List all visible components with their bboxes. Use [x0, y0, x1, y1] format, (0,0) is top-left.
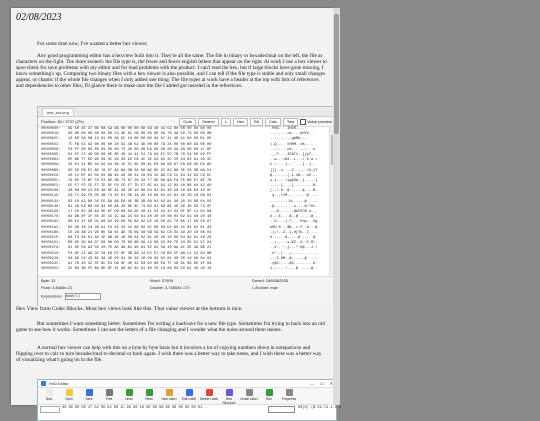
hex-row-bytes[interactable]: 64 9B 0F 1F 45 2E 15 1C 9A 24 02 81 40 20 10 08 04 02 81 40 20 10 — [68, 215, 212, 220]
hex-row-ascii[interactable]: ._.F....IDATx..]{pT.. — [270, 152, 316, 157]
hex-row-ascii[interactable]: .);!..Z..{.H[Yb..I ... — [270, 230, 318, 235]
value-preview-toggle[interactable] — [300, 118, 332, 126]
hex-row-bytes[interactable]: 28 0A 08 21 E0 38 0E 81 40 20 10 08 04 02 81 40 20 10 08 04 42 0C — [68, 189, 212, 194]
hex-row-address: 000000F2: — [41, 184, 61, 189]
calc-button[interactable]: Calc — [265, 118, 281, 126]
hxd-address-field[interactable] — [40, 406, 60, 413]
hex-row-address: 00000042: — [41, 142, 61, 147]
float-value: Float: 3.8484e-21 — [41, 285, 73, 290]
hex-row-address: 0000014A: — [41, 204, 61, 209]
hex-row-ascii[interactable]: ..X.. ~.j...^.H@...J.! — [270, 246, 318, 251]
hex-row-ascii[interactable]: C.!....j...`...[..j.. — [270, 163, 316, 168]
hex-row-address: 0000023C: — [41, 261, 61, 266]
ribbon-icon — [106, 389, 113, 396]
hex-row-ascii[interactable]: .y@2.....@2.........O. — [270, 261, 318, 266]
hex-row-address: 000001FA: — [41, 246, 61, 251]
blog-page — [11, 8, 342, 410]
ribbon-icon — [86, 389, 93, 396]
hex-row-ascii[interactable]: @.......(.1.cB...d2... — [270, 173, 318, 178]
hex-row-bytes[interactable]: 3A 9D C0 49 B1 38 4D 03 81 40 20 10 08 04 02 81 40 20 10 08 04 02 — [68, 256, 212, 261]
hex-row-ascii[interactable]: y.s....;sg&3w..j.....{ — [270, 178, 318, 183]
ribbon-button[interactable] — [220, 388, 238, 404]
hex-row-address: 000000C6: — [41, 173, 61, 178]
hex-row-bytes[interactable]: 00 E4 47 90 D1 D6 84 29 D0 5E 82 82 D5 10 50 64 70 B5 17 E8 58 67 — [68, 220, 212, 225]
hex-row-bytes[interactable]: 17 2D 9C 38 A3 0E 87 D9 8A 82 2E 40 41 54 43 43 42 0F 6F 11 04 88 — [68, 210, 212, 214]
hex-row-bytes[interactable]: 92 5F C5 46 00 00 0E 8E 49 44 41 54 78 DA EC 5D 7B 70 54 D5 99 FF — [68, 152, 212, 157]
hex-row-address: 000000B0: — [41, 168, 61, 173]
hex-row-bytes[interactable]: CE 29 3B 21 95 B5 5A 01 AD 7B 09 48 5B 59 62 C8 D4 49 20 10 08 04 — [68, 230, 212, 235]
ribbon-label: New — [45, 397, 53, 401]
hex-row-ascii[interactable]: ........u0...`..:...o — [270, 147, 316, 152]
ribbon-icon — [266, 389, 273, 396]
hex-row-ascii[interactable]: :..I.8M..@ .....@ .... — [270, 256, 318, 261]
hex-row-bytes[interactable]: 13 00 00 0B 13 01 00 9A 9C 18 00 00 00 04 67 41 4D 41 00 00 B1 8E — [68, 137, 212, 142]
paragraph-intro: For some time now, I've wanted a better hex viewer. — [37, 41, 148, 47]
paragraph-hexview-explainer: Any good programming editor has a hexview built into it. They're all the same. The file in binary or hexadecimal on the left, the file as characters on the right. The more esoteric the file type is, the fewer and fewer english letters that appear on the right. At work I use a hex viewer to spot-check for save problems with my editor and for load problems with the product. I can't read the hex, but if large blocks have gone missing, I know something's up. Comparing two binary files with a hex viewer is also possible, and I can tell if the file type is stable and only small changes appear, or chaotic if the whole file changes when I only added one thing. The file types at work have a header at the top with lists of references and dependencies to other files; I'll glance there to make sure the file I added got inserted in the references. — [16, 53, 327, 89]
ribbon-button[interactable] — [240, 388, 258, 404]
hex-row-address: 000001B8: — [41, 230, 61, 235]
ribbon-button[interactable] — [260, 388, 278, 404]
hex-row-address: 000000DC: — [41, 178, 61, 183]
hxd-ribbon — [38, 388, 338, 405]
hex-row-ascii[interactable]: .PNG....IHDR.... — [270, 127, 305, 131]
hex-row-ascii[interactable]: ..=.....v.KZ..3.~C.R\. — [270, 241, 318, 246]
hxd-window-title: HxD-Editor — [49, 381, 69, 386]
hex-row-ascii[interactable]: 1.;....!....@ .....@ . — [270, 267, 318, 272]
hex-row-address: 0000018C: — [41, 220, 61, 225]
hexview-toolbar-buttons — [179, 118, 332, 126]
hex-row-address: 00000210: — [41, 251, 61, 256]
hex-row-address: 00000252: — [41, 267, 61, 272]
ribbon-button[interactable] — [140, 388, 158, 404]
ribbon-button[interactable] — [120, 388, 138, 404]
ribbon-label: Install Label — [240, 397, 258, 401]
ribbon-button[interactable] — [280, 388, 298, 404]
ribbon-icon — [286, 389, 293, 396]
goto-button[interactable]: Goto — [179, 118, 196, 126]
hex-row-address: 000001CE: — [41, 235, 61, 240]
paragraph-normal-hexviewer: A normal hex viewer can help with this on a byte by byte basis but it involves a lot of copying numbers down in notepad.exe and flipping over to calc to turn hexadecimal to decimal or back again. I wish there was a better way to take notes, and I wish there was a better way of visualizing what's going on in the file. — [16, 345, 322, 363]
hex-row-bytes[interactable]: 81 40 E8 B8 09 84 00 8A 20 8E 8C 73 B2 91 09 8E 4E DD 2B 56 74 0F — [68, 204, 212, 209]
ribbon-icon — [66, 389, 73, 396]
ribbon-label: Save — [85, 397, 93, 401]
hex-row-ascii[interactable]: .........N;.....@ .... — [270, 199, 318, 204]
hex-row-bytes[interactable]: 40 11 DF 82 04 02 89 84 28 09 31 C8 63 42 98 C9 CC 64 32 93 C9 DC — [68, 173, 212, 178]
hxd-ascii-box[interactable] — [268, 406, 295, 413]
close-icon[interactable]: ✕ — [329, 381, 333, 386]
ribbon-button[interactable] — [100, 388, 118, 404]
hxd-hex-line[interactable]: 00 00 00 00 47 54 00 04 00 1C 00 00 18 00 00 0A 00 00 00 05 00 01 .. — [62, 406, 209, 410]
hex-row-ascii[interactable]: q...+tM... .....@ ... — [270, 194, 318, 199]
hex-row-bytes[interactable]: A1 79 40 32 0F 9C E4 DA 9F 40 32 93 95 80 E8 7F 18 91 98 9E 4F 0A — [68, 261, 212, 266]
ribbon-icon — [166, 389, 173, 396]
ribbon-button[interactable] — [160, 388, 178, 404]
ribbon-label: Delete Label — [200, 397, 218, 401]
hex-row-bytes[interactable]: 7C FB 51 93 00 00 00 20 63 48 52 4D 00 00 7A 25 00 00 80 83 00 00 — [68, 142, 212, 147]
hexview-screenshot — [37, 106, 337, 306]
ribbon-button[interactable] — [40, 388, 58, 404]
hex-row-address: 00000000: — [41, 127, 61, 131]
hex-row-ascii[interactable]: .-.8.......@ATCCB.o... — [270, 210, 318, 214]
image-caption: Hex View from Code::Blocks. Most hex views look like this. That value viewer at the bottom is nice. — [16, 306, 243, 312]
hex-row-address: 0000006E: — [41, 152, 61, 157]
post-date: 02/08/2023 — [16, 12, 62, 23]
ribbon-icon — [186, 389, 193, 396]
ribbon-label: Run — [266, 397, 272, 401]
ribbon-label: Properties — [281, 397, 297, 401]
ribbon-button[interactable] — [60, 388, 78, 404]
hex-row-ascii[interactable]: .....}....}.........B. — [270, 184, 318, 189]
hex-row-address: 00000108: — [41, 189, 61, 194]
hex-row-ascii[interactable]: ]][..v....Z...,..>X;jT — [270, 168, 318, 173]
ribbon-icon — [206, 389, 213, 396]
ribbon-icon — [146, 389, 153, 396]
window-controls — [310, 380, 333, 387]
expression-input[interactable]: byte( 0 ) — [65, 293, 101, 300]
page-scrollbar[interactable] — [333, 8, 340, 405]
byte-value: Byte: 11 — [41, 278, 56, 283]
hxd-side-text: 00(0) (B.S2.T4.1.S.0 — [298, 406, 342, 410]
hex-row-address: 00000226: — [41, 256, 61, 261]
word-value: Word: 27909 — [150, 278, 173, 283]
ribbon-label: Edit Label — [181, 397, 197, 401]
ribbon-label: Undo — [125, 397, 133, 401]
hex-row-ascii[interactable]: b0H.0...$B..<.P..A...@ — [270, 225, 318, 230]
hxd-hex-area[interactable] — [40, 406, 342, 416]
hex-row-ascii[interactable]: d...E....$..@ .....@ . — [270, 215, 318, 220]
hex-row-ascii[interactable]: .o"..(...;......_..... — [270, 251, 318, 256]
hex-mode-button[interactable]: Hex — [233, 118, 248, 126]
ribbon-icon — [246, 389, 253, 396]
hex-row-address: 0000002C: — [41, 137, 61, 142]
hex-row-bytes[interactable]: FA 6F 22 A9 DC 28 E9 E2 0F 3B 9A 13 E5 D7 C8 B0 5F 88 C1 C3 84 8B — [68, 251, 212, 256]
hex-row-ascii[interactable]: ..........gAMA.... — [270, 137, 309, 142]
hex-row-ascii[interactable]: ..G....).^....Pdp...Xg — [270, 220, 318, 225]
ribbon-label: New Label — [161, 397, 177, 401]
hex-row-ascii[interactable]: |.Q.... cHRM..z%.... — [270, 142, 314, 147]
ribbon-button[interactable] — [80, 388, 98, 404]
maximize-icon[interactable]: ☐ — [320, 381, 324, 386]
hex-row-bytes[interactable]: 31 B3 3B F5 A0 BD 9F 21 A0 82 02 81 40 20 10 08 04 02 81 40 20 10 — [68, 267, 212, 272]
hex-row-bytes[interactable]: 5D 5D 5B EC AE 76 D7 A5 8A DB 5A D6 AE B5 2C 82 B6 3E 58 3B 6A 54 — [68, 168, 212, 173]
checkbox-icon — [300, 119, 306, 125]
test-button[interactable]: Test — [283, 118, 298, 126]
hex-row-ascii[interactable]: h......N.....@ .....@ — [270, 235, 318, 240]
value-preview-label: Value preview — [307, 119, 332, 124]
expression-label: Expression: — [41, 293, 62, 299]
hex-row-bytes[interactable]: DB 0E 3D 9A D7 90 08 D9 76 88 4B 5A 13 0A 33 09 7E 43 95 52 5C 04 — [68, 241, 212, 246]
dword-value: Dword: 1665362933 — [252, 278, 289, 283]
ribbon-label: Open — [65, 397, 73, 401]
ribbon-label: New Structure — [222, 397, 236, 405]
hex-row-ascii[interactable]: (..!.8..@ .....@ ...B. — [270, 189, 318, 194]
hex-row-address: 0000009A: — [41, 163, 61, 168]
ribbon-icon — [226, 389, 233, 396]
hex-row-address: 00000084: — [41, 158, 61, 163]
ribbon-label: Print — [105, 397, 113, 401]
endian-value: L-Endian: max — [252, 285, 278, 290]
hexview-tabbar — [38, 107, 336, 117]
hex-row-address: 00000160: — [41, 210, 61, 214]
hex-row-address: 00000134: — [41, 199, 61, 204]
hex-row-address: 0000011E: — [41, 194, 61, 199]
hex-row-bytes[interactable]: 43 E4 21 B5 04 A2 A4 6A 15 D1 A5 60 A1 E8 AA 5B D7 EA 6A A5 EA AE — [68, 163, 212, 168]
hex-row-ascii[interactable]: .@...... ..s....N.+Vt. — [270, 204, 318, 209]
hexview-position-readout: Position: 80 / 3737 (2%) — [41, 119, 84, 124]
minimize-icon[interactable]: — — [310, 381, 315, 386]
ribbon-button[interactable] — [180, 388, 198, 404]
hex-row-address: 00000176: — [41, 215, 61, 220]
hexview-file-tab[interactable]: test_std.png — [42, 108, 74, 116]
hexview-toolbar — [38, 117, 336, 127]
app-icon — [41, 381, 46, 386]
value-viewer-panel — [38, 276, 336, 306]
hex-row-bytes[interactable]: 91 05 58 A3 D3 20 7E A5 6A B4 90 91 5E 92 48 40 8A 8C 2E 4A 9B 21 — [68, 246, 212, 251]
hex-row-address: 000001E4: — [41, 241, 61, 246]
paragraph-something-better: But sometimes I want something better. Sometimes I'm writing a load/save for a new file type. Sometimes I'm trying to hack into an old game to see how it works. Sometimes I can see the letters of a file changing and I wonder what the noise around them means. — [16, 321, 326, 333]
hex-row-bytes[interactable]: CE F7 FD CE F7 7D DF F9 CE F7 7D E7 0C A1 94 12 82 10 08 04 42 A0 — [68, 184, 212, 189]
hxd-titlebar — [38, 380, 336, 388]
ribbon-icon — [46, 389, 53, 396]
ribbon-label: Redo — [145, 397, 153, 401]
expression-row — [41, 293, 101, 300]
columns-button[interactable]: 1 — [221, 118, 231, 126]
ribbon-icon — [126, 389, 133, 396]
hex-row-address: 00000016: — [41, 132, 61, 137]
double-value: Double: 3.74853e-170 — [150, 285, 190, 290]
hex-row-ascii[interactable]: ..w...<&3..L...< D.a < — [270, 158, 318, 163]
ribbon-button[interactable] — [200, 388, 218, 404]
hex-row-bytes[interactable]: 62 30 48 C8 30 A1 F9 84 24 42 80 02 3C 06 50 D2 85 41 04 02 81 40 — [68, 225, 212, 230]
hex-row-bytes[interactable]: 00 80 08 06 00 00 00 C3 3E 61 CB 00 00 00 09 70 48 59 73 00 00 0B — [68, 132, 212, 137]
hex-row-address: 00000058: — [41, 147, 61, 152]
hex-row-bytes[interactable]: 89 50 4E 47 0D 0A 1A 0A 00 00 00 0D 49 48 44 52 00 00 00 80 00 00 — [68, 127, 212, 131]
hex-row-bytes[interactable]: 92 10 A3 80 D2 FD 9A 88 E9 4E 3B 1B 08 04 02 81 40 20 10 08 04 02 — [68, 199, 212, 204]
hex-row-bytes[interactable]: F9 FF 00 00 80 E9 00 00 75 30 00 00 EA 60 00 00 3A 98 00 00 17 6F — [68, 147, 212, 152]
page-scroll-thumb[interactable] — [334, 14, 339, 134]
hxd-editor-screenshot — [37, 379, 342, 421]
hex-grid[interactable] — [38, 127, 329, 275]
hex-row[interactable] — [38, 267, 329, 272]
hex-row-address: 000001A2: — [41, 225, 61, 230]
hex-row-ascii[interactable]: ........>a....pHYs.. — [270, 132, 314, 137]
bit-mode-button[interactable]: Bit — [250, 118, 263, 126]
hex-row-bytes[interactable]: 79 DE 73 BF FD E3 DE 3B 73 67 26 33 77 9E 09 6A FA FE B8 E7 9E 7B — [68, 178, 212, 183]
hex-row-bytes[interactable]: 68 F3 0A 81 A0 1E A8 4E 18 08 04 02 81 40 20 10 08 04 02 81 40 20 — [68, 235, 212, 240]
search-button[interactable]: Search — [198, 118, 219, 126]
hex-row-bytes[interactable]: 20 71 99 F6 D5 2B 74 4D E1 D8 1A 20 10 08 04 02 81 40 20 10 08 04 — [68, 194, 212, 199]
hex-row-bytes[interactable]: EE BD 77 EE 9D 99 3C 26 33 93 C9 4C 1E 93 84 3C 20 44 02 61 20 3C — [68, 158, 212, 163]
